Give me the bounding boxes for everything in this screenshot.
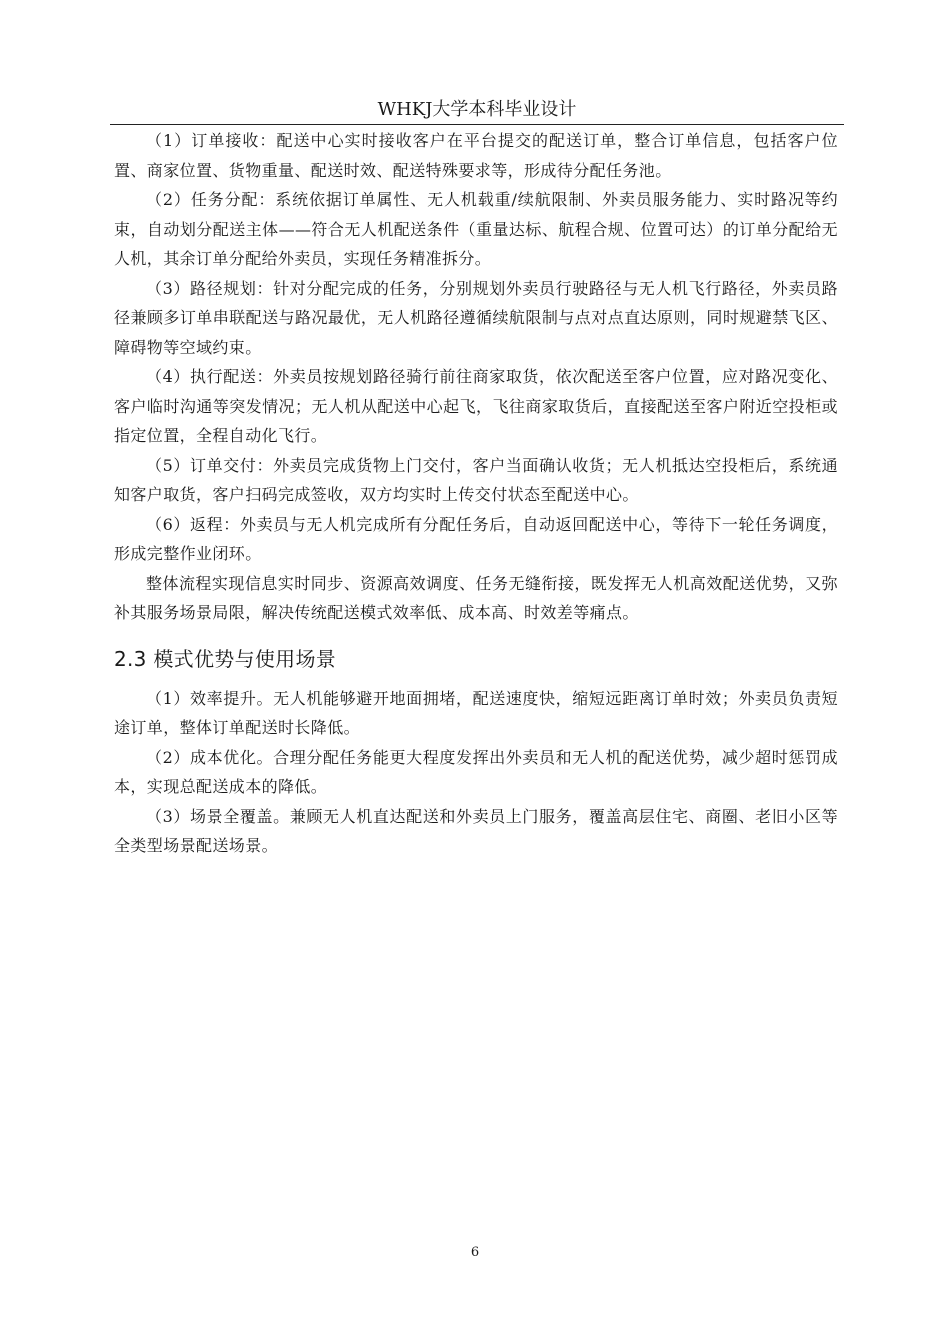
paragraph-order-handover: （5）订单交付：外卖员完成货物上门交付，客户当面确认收货；无人机抵达空投柜后，系统通知客户取货，客户扫码完成签收，双方均实时上传交付状态至配送中心。 bbox=[114, 455, 838, 504]
paragraph-coverage: （3）场景全覆盖。兼顾无人机直达配送和外卖员上门服务，覆盖高层住宅、商圈、老旧小区等全类型场景配送场景。 bbox=[114, 806, 838, 855]
paragraph-return-trip: （6）返程：外卖员与无人机完成所有分配任务后，自动返回配送中心，等待下一轮任务调度，形成完整作业闭环。 bbox=[114, 514, 838, 563]
paragraph-efficiency: （1）效率提升。无人机能够避开地面拥堵，配送速度快，缩短远距离订单时效；外卖员负责短途订单，整体订单配送时长降低。 bbox=[114, 688, 838, 737]
paragraph-route-planning: （3）路径规划：针对分配完成的任务，分别规划外卖员行驶路径与无人机飞行路径，外卖员路径兼顾多订单串联配送与路况最优，无人机路径遵循续航限制与点对点直达原则，同时规避禁飞区、障碍物等空域约束。 bbox=[114, 278, 838, 357]
paragraph-process-summary: 整体流程实现信息实时同步、资源高效调度、任务无缝衔接，既发挥无人机高效配送优势，又弥补其服务场景局限，解决传统配送模式效率低、成本高、时效差等痛点。 bbox=[114, 573, 838, 622]
paragraph-task-allocation: （2）任务分配：系统依据订单属性、无人机载重/续航限制、外卖员服务能力、实时路况等约束，自动划分配送主体——符合无人机配送条件（重量达标、航程合规、位置可达）的订单分配给无人机，其余订单分配给外卖员，实现任务精准拆分。 bbox=[114, 190, 838, 268]
paragraph-order-receiving: （1）订单接收：配送中心实时接收客户在平台提交的配送订单，整合订单信息，包括客户位置、商家位置、货物重量、配送时效、配送特殊要求等，形成待分配任务池。 bbox=[114, 131, 838, 180]
paragraph-cost: （2）成本优化。合理分配任务能更大程度发挥出外卖员和无人机的配送优势，减少超时惩罚成本，实现总配送成本的降低。 bbox=[114, 747, 838, 796]
running-header-title: WHKJ大学本科毕业设计 bbox=[377, 99, 577, 120]
section-heading: 2.3 模式优势与使用场景 bbox=[114, 646, 337, 671]
paragraph-delivery-execution: （4）执行配送：外卖员按规划路径骑行前往商家取货，依次配送至客户位置，应对路况变化、客户临时沟通等突发情况；无人机从配送中心起飞，飞往商家取货后，直接配送至客户附近空投柜或指定位置，全程自动化飞行。 bbox=[114, 367, 838, 445]
running-header bbox=[110, 98, 844, 124]
body-text bbox=[114, 126, 838, 861]
header-rule bbox=[110, 124, 844, 125]
page-number: 6 bbox=[470, 1245, 480, 1260]
